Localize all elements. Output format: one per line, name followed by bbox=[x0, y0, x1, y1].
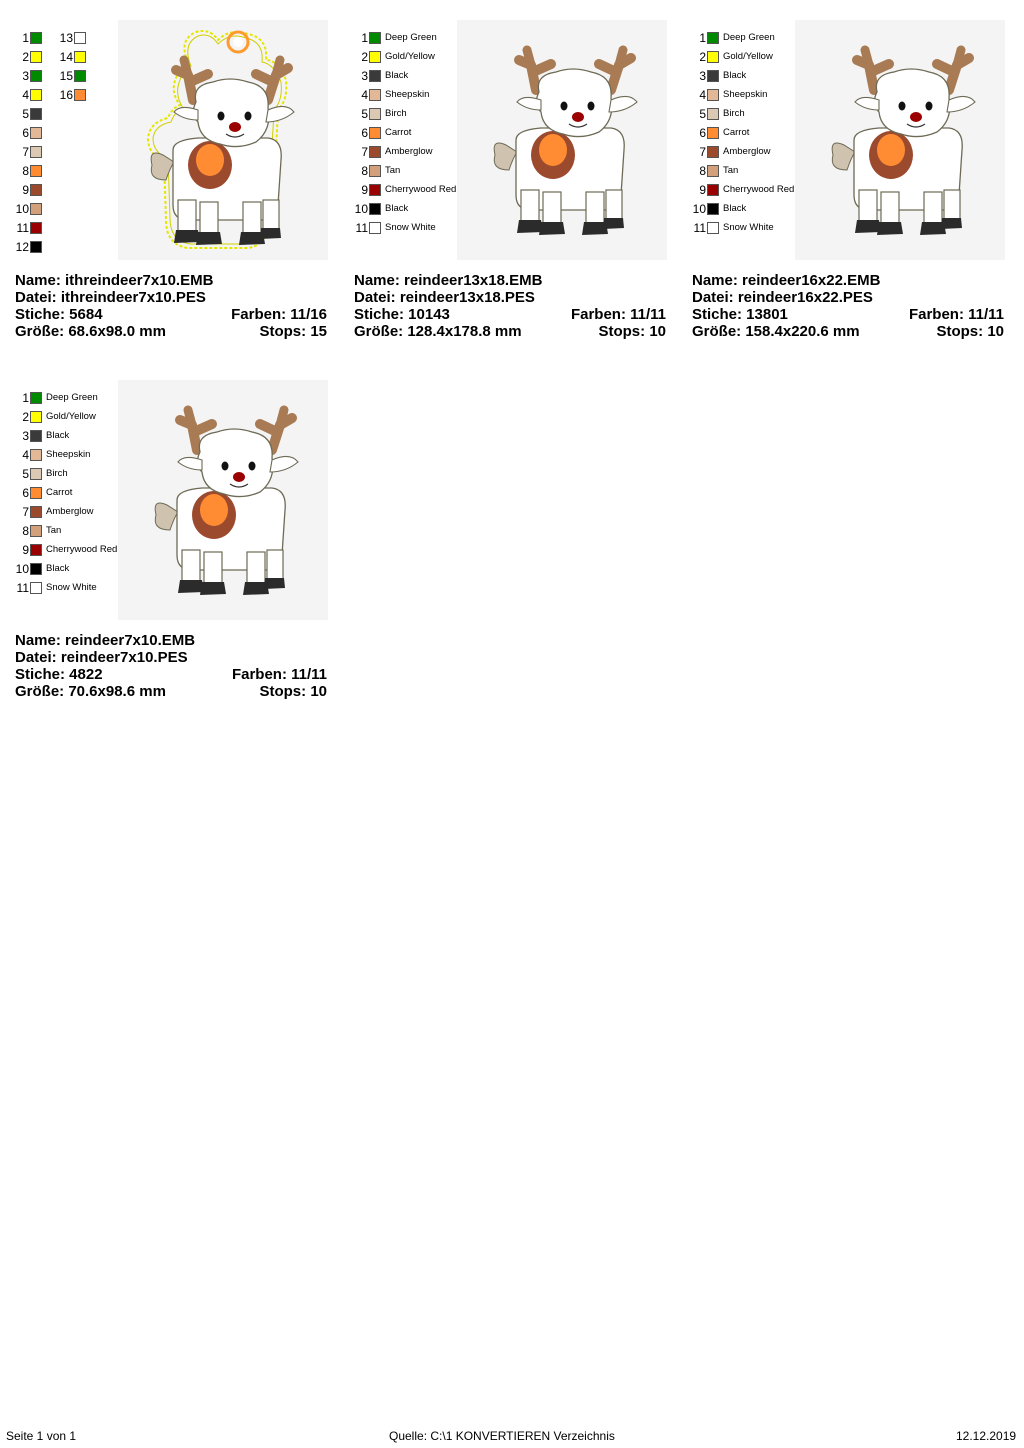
color-swatch bbox=[30, 108, 42, 120]
color-swatch bbox=[707, 165, 719, 177]
color-swatch bbox=[30, 487, 42, 499]
color-number: 5 bbox=[361, 106, 368, 121]
color-row bbox=[692, 85, 767, 104]
color-number: 8 bbox=[22, 523, 29, 538]
design-size: Größe: 68.6x98.0 mm bbox=[15, 323, 166, 340]
color-swatch bbox=[707, 222, 719, 234]
design-size: Größe: 128.4x178.8 mm bbox=[354, 323, 522, 340]
color-name: Snow White bbox=[46, 582, 97, 593]
color-swatch bbox=[369, 89, 381, 101]
color-swatch bbox=[707, 51, 719, 63]
color-number: 7 bbox=[22, 144, 29, 159]
color-name: Carrot bbox=[723, 127, 750, 138]
color-number: 11 bbox=[16, 220, 29, 235]
color-swatch bbox=[707, 184, 719, 196]
color-swatch bbox=[30, 392, 42, 404]
color-row bbox=[692, 66, 746, 85]
color-swatch bbox=[707, 127, 719, 139]
color-swatch bbox=[369, 184, 381, 196]
design-file: Datei: reindeer13x18.PES bbox=[354, 289, 535, 306]
color-swatch bbox=[369, 146, 381, 158]
color-row bbox=[354, 66, 408, 85]
color-name: Amberglow bbox=[46, 506, 94, 517]
color-number: 2 bbox=[22, 49, 29, 64]
color-number: 7 bbox=[699, 144, 706, 159]
color-row bbox=[15, 483, 72, 502]
color-swatch bbox=[30, 563, 42, 575]
color-row bbox=[15, 388, 98, 407]
color-swatch bbox=[707, 32, 719, 44]
color-swatch bbox=[369, 222, 381, 234]
color-row bbox=[15, 502, 94, 521]
color-number: 8 bbox=[361, 163, 368, 178]
design-size: Größe: 158.4x220.6 mm bbox=[692, 323, 860, 340]
color-name: Deep Green bbox=[385, 32, 437, 43]
design-card-4 bbox=[15, 388, 335, 718]
color-name: Tan bbox=[46, 525, 62, 536]
design-card-1 bbox=[15, 28, 335, 358]
color-row bbox=[15, 559, 69, 578]
color-swatch bbox=[369, 108, 381, 120]
color-row bbox=[15, 464, 68, 483]
color-number: 10 bbox=[354, 201, 368, 216]
color-number: 6 bbox=[699, 125, 706, 140]
color-name: Birch bbox=[723, 108, 745, 119]
stitch-count: Stiche: 5684 bbox=[15, 306, 103, 323]
color-number: 2 bbox=[699, 49, 706, 64]
color-name: Black bbox=[46, 563, 70, 574]
color-number: 2 bbox=[22, 409, 29, 424]
color-number: 4 bbox=[22, 87, 29, 102]
color-name: Cherrywood Red bbox=[46, 544, 118, 555]
color-swatch bbox=[30, 449, 42, 461]
stop-count: Stops: 10 bbox=[936, 323, 1004, 340]
color-number: 4 bbox=[361, 87, 368, 102]
color-row bbox=[15, 578, 97, 597]
footer-source: Quelle: C:\1 KONVERTIEREN Verzeichnis bbox=[389, 1429, 615, 1443]
color-number: 1 bbox=[361, 30, 368, 45]
design-preview-image bbox=[118, 380, 328, 620]
color-swatch bbox=[30, 146, 42, 158]
color-swatch bbox=[707, 146, 719, 158]
color-number: 2 bbox=[361, 49, 368, 64]
stitch-count: Stiche: 10143 bbox=[354, 306, 450, 323]
design-preview-image bbox=[118, 20, 328, 260]
color-row bbox=[692, 123, 749, 142]
color-row bbox=[692, 104, 745, 123]
color-name: Snow White bbox=[723, 222, 774, 233]
color-swatch bbox=[369, 51, 381, 63]
color-name: Birch bbox=[385, 108, 407, 119]
color-name: Black bbox=[385, 70, 409, 81]
color-row bbox=[15, 161, 42, 180]
color-number: 11 bbox=[693, 220, 706, 235]
color-name: Tan bbox=[723, 165, 739, 176]
stitch-count: Stiche: 13801 bbox=[692, 306, 788, 323]
color-row bbox=[15, 47, 42, 66]
color-number: 7 bbox=[361, 144, 368, 159]
color-row bbox=[15, 142, 42, 161]
color-name: Snow White bbox=[385, 222, 436, 233]
color-name: Gold/Yellow bbox=[723, 51, 773, 62]
color-swatch bbox=[30, 430, 42, 442]
color-number: 5 bbox=[22, 106, 29, 121]
color-row bbox=[15, 445, 90, 464]
color-number: 3 bbox=[22, 68, 29, 83]
design-preview-image bbox=[457, 20, 667, 260]
color-row bbox=[354, 85, 429, 104]
stop-count: Stops: 10 bbox=[259, 683, 327, 700]
color-row bbox=[15, 123, 42, 142]
color-row bbox=[692, 180, 794, 199]
color-swatch bbox=[707, 203, 719, 215]
color-number: 7 bbox=[22, 504, 29, 519]
color-number: 11 bbox=[355, 220, 368, 235]
color-row bbox=[354, 180, 456, 199]
color-number: 14 bbox=[59, 49, 73, 64]
color-row bbox=[15, 426, 69, 445]
color-swatch bbox=[369, 203, 381, 215]
color-swatch bbox=[30, 165, 42, 177]
design-name: Name: reindeer13x18.EMB bbox=[354, 272, 543, 289]
color-name: Carrot bbox=[46, 487, 73, 498]
color-name: Black bbox=[46, 430, 70, 441]
color-row bbox=[692, 199, 746, 218]
color-row bbox=[59, 47, 86, 66]
color-number: 15 bbox=[59, 68, 73, 83]
color-number: 11 bbox=[16, 580, 29, 595]
color-swatch bbox=[30, 222, 42, 234]
color-row bbox=[692, 142, 771, 161]
color-row bbox=[15, 218, 42, 237]
color-number: 9 bbox=[22, 542, 29, 557]
color-row bbox=[15, 199, 42, 218]
color-count: Farben: 11/11 bbox=[570, 306, 666, 323]
color-swatch bbox=[707, 70, 719, 82]
design-name: Name: ithreindeer7x10.EMB bbox=[15, 272, 214, 289]
color-name: Cherrywood Red bbox=[723, 184, 795, 195]
color-count: Farben: 11/11 bbox=[908, 306, 1004, 323]
color-row bbox=[15, 28, 42, 47]
color-number: 1 bbox=[22, 30, 29, 45]
color-name: Sheepskin bbox=[46, 449, 91, 460]
design-file: Datei: reindeer7x10.PES bbox=[15, 649, 188, 666]
color-count: Farben: 11/11 bbox=[231, 666, 327, 683]
color-swatch bbox=[707, 89, 719, 101]
color-number: 1 bbox=[699, 30, 706, 45]
color-swatch bbox=[369, 127, 381, 139]
color-number: 9 bbox=[699, 182, 706, 197]
color-count: Farben: 11/16 bbox=[231, 306, 327, 323]
color-name: Gold/Yellow bbox=[385, 51, 435, 62]
color-row bbox=[15, 540, 117, 559]
color-swatch bbox=[30, 468, 42, 480]
color-row bbox=[692, 161, 738, 180]
color-swatch bbox=[74, 70, 86, 82]
color-name: Tan bbox=[385, 165, 401, 176]
color-number: 9 bbox=[22, 182, 29, 197]
color-number: 6 bbox=[22, 485, 29, 500]
color-swatch bbox=[74, 51, 86, 63]
color-row bbox=[354, 142, 433, 161]
color-row bbox=[15, 85, 42, 104]
color-number: 5 bbox=[699, 106, 706, 121]
color-number: 8 bbox=[22, 163, 29, 178]
color-swatch bbox=[369, 70, 381, 82]
color-swatch bbox=[30, 411, 42, 423]
color-number: 10 bbox=[15, 201, 29, 216]
color-row bbox=[59, 66, 86, 85]
color-swatch bbox=[369, 165, 381, 177]
color-number: 3 bbox=[361, 68, 368, 83]
design-card-3 bbox=[692, 28, 1012, 358]
color-name: Black bbox=[723, 70, 747, 81]
color-name: Amberglow bbox=[723, 146, 771, 157]
color-swatch bbox=[30, 89, 42, 101]
color-swatch bbox=[74, 89, 86, 101]
color-name: Sheepskin bbox=[723, 89, 768, 100]
color-swatch bbox=[707, 108, 719, 120]
color-name: Birch bbox=[46, 468, 68, 479]
design-info bbox=[15, 272, 327, 340]
color-row bbox=[354, 28, 437, 47]
design-file: Datei: reindeer16x22.PES bbox=[692, 289, 873, 306]
color-swatch bbox=[30, 70, 42, 82]
color-row bbox=[15, 521, 61, 540]
design-info bbox=[354, 272, 666, 340]
color-row bbox=[59, 85, 86, 104]
color-number: 9 bbox=[361, 182, 368, 197]
design-preview-image bbox=[795, 20, 1005, 260]
color-swatch bbox=[369, 32, 381, 44]
color-row bbox=[354, 218, 436, 237]
design-file: Datei: ithreindeer7x10.PES bbox=[15, 289, 206, 306]
color-row bbox=[15, 180, 42, 199]
design-size: Größe: 70.6x98.6 mm bbox=[15, 683, 166, 700]
color-swatch bbox=[74, 32, 86, 44]
design-name: Name: reindeer7x10.EMB bbox=[15, 632, 196, 649]
stop-count: Stops: 10 bbox=[598, 323, 666, 340]
color-swatch bbox=[30, 127, 42, 139]
color-row bbox=[15, 104, 42, 123]
color-name: Gold/Yellow bbox=[46, 411, 96, 422]
color-number: 12 bbox=[15, 239, 29, 254]
color-name: Cherrywood Red bbox=[385, 184, 457, 195]
color-row bbox=[354, 199, 408, 218]
color-row bbox=[692, 28, 775, 47]
stitch-count: Stiche: 4822 bbox=[15, 666, 103, 683]
color-number: 6 bbox=[22, 125, 29, 140]
color-number: 6 bbox=[361, 125, 368, 140]
color-row bbox=[354, 47, 435, 66]
color-name: Sheepskin bbox=[385, 89, 430, 100]
color-row bbox=[692, 47, 773, 66]
design-card-2 bbox=[354, 28, 674, 358]
color-swatch bbox=[30, 51, 42, 63]
color-name: Black bbox=[385, 203, 409, 214]
color-number: 10 bbox=[15, 561, 29, 576]
color-number: 4 bbox=[22, 447, 29, 462]
color-swatch bbox=[30, 184, 42, 196]
color-swatch bbox=[30, 241, 42, 253]
color-row bbox=[692, 218, 774, 237]
design-info bbox=[692, 272, 1004, 340]
color-name: Black bbox=[723, 203, 747, 214]
color-row bbox=[15, 66, 42, 85]
footer-date: 12.12.2019 bbox=[956, 1429, 1017, 1443]
color-row bbox=[354, 104, 407, 123]
color-name: Deep Green bbox=[46, 392, 98, 403]
color-name: Deep Green bbox=[723, 32, 775, 43]
color-row bbox=[59, 28, 86, 47]
color-number: 4 bbox=[699, 87, 706, 102]
color-number: 3 bbox=[699, 68, 706, 83]
color-number: 16 bbox=[59, 87, 73, 102]
color-number: 3 bbox=[22, 428, 29, 443]
color-swatch bbox=[30, 582, 42, 594]
color-row bbox=[15, 237, 42, 256]
color-swatch bbox=[30, 203, 42, 215]
color-number: 5 bbox=[22, 466, 29, 481]
color-row bbox=[15, 407, 96, 426]
design-name: Name: reindeer16x22.EMB bbox=[692, 272, 881, 289]
color-row bbox=[354, 161, 400, 180]
color-swatch bbox=[30, 32, 42, 44]
color-swatch bbox=[30, 544, 42, 556]
color-number: 1 bbox=[22, 390, 29, 405]
stop-count: Stops: 15 bbox=[259, 323, 327, 340]
footer-page-number: Seite 1 von 1 bbox=[6, 1429, 77, 1443]
design-info bbox=[15, 632, 327, 700]
color-name: Carrot bbox=[385, 127, 412, 138]
color-name: Amberglow bbox=[385, 146, 433, 157]
color-swatch bbox=[30, 506, 42, 518]
color-swatch bbox=[30, 525, 42, 537]
color-number: 8 bbox=[699, 163, 706, 178]
color-number: 13 bbox=[59, 30, 73, 45]
color-number: 10 bbox=[692, 201, 706, 216]
color-row bbox=[354, 123, 411, 142]
